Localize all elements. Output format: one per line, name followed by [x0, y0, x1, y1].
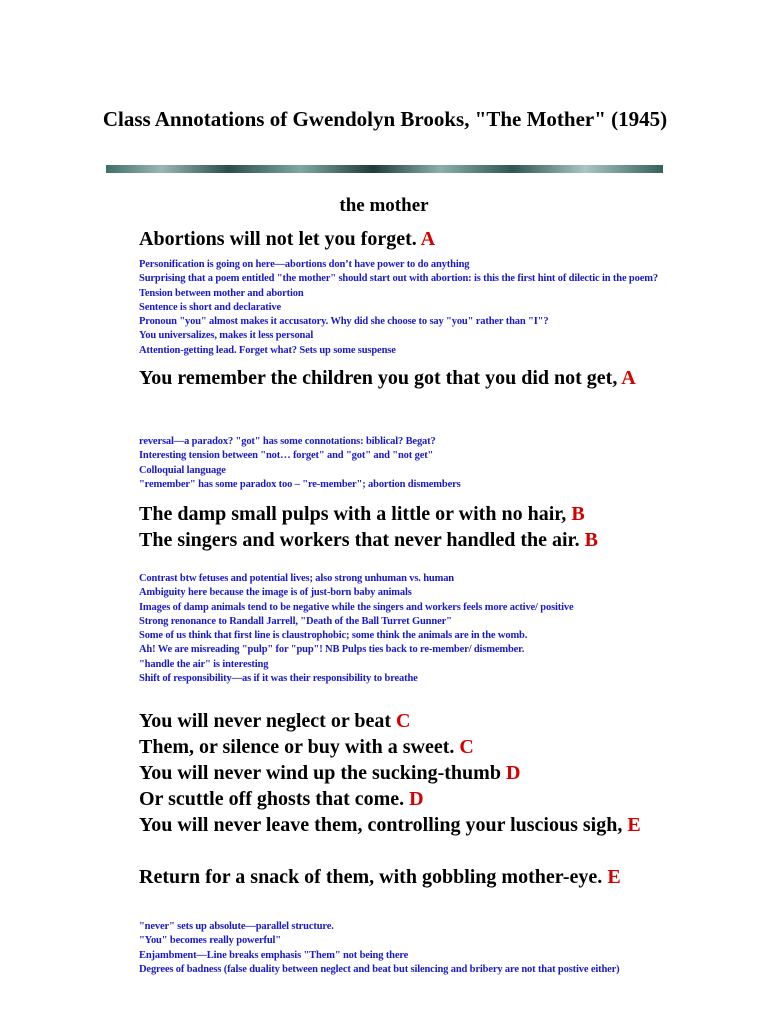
rhyme-mark: A — [621, 367, 636, 389]
rhyme-mark: E — [627, 814, 641, 836]
annotation-note: "You" becomes really powerful" — [139, 935, 281, 947]
poem-title: the mother — [339, 195, 429, 216]
annotation-note: Ah! We are misreading "pulp" for "pup"! NB Pulps ties back to re-member/ dismember. — [139, 644, 525, 656]
poem-line-text: Them, or silence or buy with a sweet. — [139, 736, 455, 758]
banner-divider-image — [106, 165, 663, 173]
annotation-note: Attention-getting lead. Forget what? Sets up some suspense — [139, 344, 396, 356]
poem-line — [139, 734, 669, 760]
rhyme-mark: D — [505, 762, 521, 784]
poem-line — [139, 365, 659, 391]
poem-line-text: You remember the children you got that you did not get, — [139, 367, 618, 389]
poem-line — [139, 760, 669, 786]
poem-line-text: Or scuttle off ghosts that come. — [139, 788, 405, 810]
annotation-note: Some of us think that first line is claustrophobic; some think the animals are in the womb. — [139, 630, 528, 642]
poem-line — [139, 786, 669, 812]
annotation-note: Strong renonance to Randall Jarrell, "Death of the Ball Turret Gunner" — [139, 615, 452, 627]
rhyme-mark: D — [409, 788, 424, 810]
rhyme-mark: E — [607, 866, 621, 888]
annotation-note: Pronoun "you" almost makes it accusatory. Why did she choose to say "you" rather than "I"? — [139, 316, 549, 328]
annotation-note: You universalizes, makes it less personal — [139, 330, 314, 342]
poem-line-text: The singers and workers that never handled the air. — [139, 529, 580, 551]
annotation-note: "never" sets up absolute—parallel structure. — [139, 921, 334, 932]
annotation-list — [139, 435, 679, 492]
annotation-note: Personification is going on here—abortions don’t have power to do anything — [139, 259, 470, 270]
annotation-note: "handle the air" is interesting — [139, 658, 269, 670]
rhyme-mark: C — [459, 736, 474, 758]
page-title: Class Annotations of Gwendolyn Brooks, "The Mother" (1945) — [102, 107, 668, 131]
poem-line-text: The damp small pulps with a little or with no hair, — [139, 503, 567, 525]
annotation-note: Ambiguity here because the image is of just-born baby animals — [139, 587, 412, 599]
annotation-note: "remember" has some paradox too – "re-member"; abortion dismembers — [139, 478, 461, 490]
annotation-note: reversal—a paradox? "got" has some connotations: biblical? Begat? — [139, 436, 436, 447]
poem-line — [139, 864, 649, 890]
poem-line-text: You will never neglect or beat — [139, 710, 392, 732]
poem-line — [139, 708, 669, 734]
annotation-note: Enjambment—Line breaks emphasis "Them" not being there — [139, 949, 409, 961]
annotation-note: Interesting tension between "not… forget" and "got" and "not get" — [139, 450, 434, 462]
poem-line-text: Return for a snack of them, with gobbling mother-eye. — [139, 866, 603, 888]
rhyme-mark: B — [571, 503, 585, 525]
poem-line-text: You will never leave them, controlling your luscious sigh, — [139, 814, 623, 836]
poem-line — [139, 226, 669, 252]
annotation-note: Contrast btw fetuses and potential lives; also strong unhuman vs. human — [139, 573, 454, 584]
annotation-list — [139, 258, 679, 358]
rhyme-mark: B — [584, 529, 598, 551]
poem-line-text: You will never wind up the sucking-thumb — [139, 762, 501, 784]
poem-line-text: Abortions will not let you forget. — [139, 228, 417, 250]
annotation-list — [139, 920, 679, 977]
rhyme-mark: C — [396, 710, 411, 732]
annotation-list — [139, 572, 679, 686]
annotation-note: Sentence is short and declarative — [139, 301, 282, 313]
poem-line — [139, 501, 669, 527]
poem-line — [139, 527, 699, 553]
poem-line — [139, 812, 659, 838]
annotation-note: Degrees of badness (false duality between neglect and beat but silencing and bribery are not that postive either) — [139, 963, 620, 975]
annotation-note: Shift of responsibility—as if it was their responsibility to breathe — [139, 673, 418, 685]
annotation-note: Colloquial language — [139, 464, 226, 476]
annotation-note: Images of damp animals tend to be negative while the singers and workers feels more active/ positive — [139, 601, 574, 613]
rhyme-mark: A — [420, 228, 436, 250]
annotation-note: Surprising that a poem entitled "the mother" should start out with abortion: is this the first hint of dilectic in the poem? Tension between mother and abortion — [139, 273, 658, 299]
